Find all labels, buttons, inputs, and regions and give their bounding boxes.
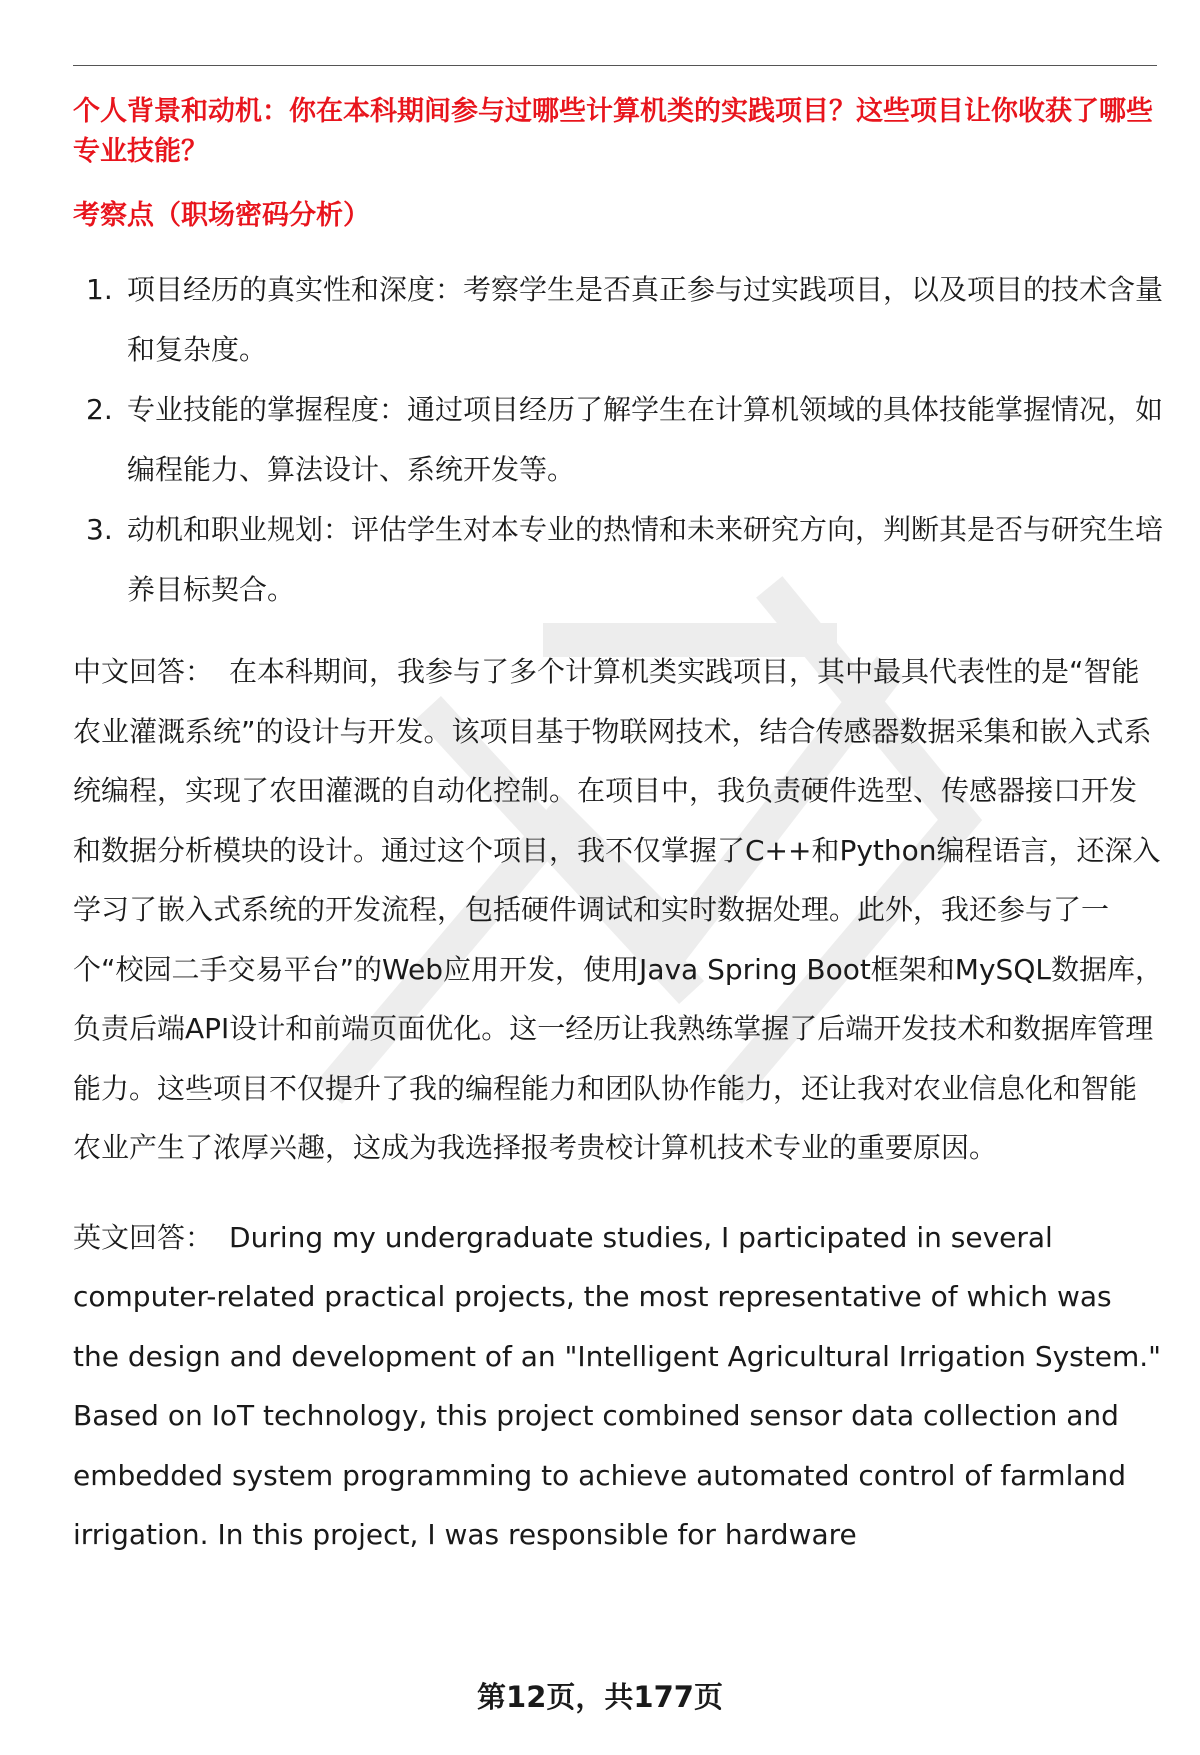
english-answer-label: 英文回答： — [73, 1220, 214, 1254]
list-item — [73, 500, 1163, 620]
list-text: 动机和职业规划：评估学生对本专业的热情和未来研究方向，判断其是否与研究生培养目标契合。 — [127, 513, 1164, 606]
english-answer — [73, 1208, 1163, 1565]
list-number: 3. — [86, 513, 113, 546]
list-item — [73, 260, 1163, 380]
question-heading: 个人背景和动机：你在本科期间参与过哪些计算机类的实践项目？这些项目让你收获了哪些专业技能？ — [73, 96, 1153, 167]
list-item — [73, 380, 1163, 500]
assessment-points-list — [73, 260, 1163, 620]
english-answer-text: During my undergraduate studies, I participated in several computer-related practical projects, the most representative of which was the design and development of an "Intelligent Agricultural Irrigation System." Based on IoT technology, this project combined sensor data collection and embedded system programming to achieve automated control of farmland irrigation. In this project, I was responsible for hardware — [73, 1220, 1162, 1551]
main-content — [73, 92, 1163, 1565]
chinese-answer-label: 中文回答： — [73, 655, 214, 688]
top-divider — [73, 65, 1157, 66]
list-text: 项目经历的真实性和深度：考察学生是否真正参与过实践项目，以及项目的技术含量和复杂度。 — [127, 273, 1164, 366]
list-number: 2. — [86, 393, 113, 426]
chinese-answer — [73, 642, 1163, 1178]
section-title: 考察点（职场密码分析） — [73, 200, 370, 231]
chinese-answer-text: 在本科期间，我参与了多个计算机类实践项目，其中最具代表性的是“智能农业灌溉系统”的设计与开发。该项目基于物联网技术，结合传感器数据采集和嵌入式系统编程，实现了农田灌溉的自动化控制。在项目中，我负责硬件选型、传感器接口开发和数据分析模块的设计。通过这个项目，我不仅掌握了C++和Python编程语言，还深入学习了嵌入式系统的开发流程，包括硬件调试和实时数据处理。此外，我还参与了一个“校园二手交易平台”的Web应用开发，使用Java Spring Boot框架和MySQL数据库，负责后端API设计和前端页面优化。这一经历让我熟练掌握了后端开发技术和数据库管理能力。这些项目不仅提升了我的编程能力和团队协作能力，还让我对农业信息化和智能农业产生了浓厚兴趣，这成为我选择报考贵校计算机技术专业的重要原因。 — [73, 655, 1163, 1164]
list-number: 1. — [86, 273, 113, 306]
page-number: 第12页，共177页 — [477, 1680, 723, 1714]
list-text: 专业技能的掌握程度：通过项目经历了解学生在计算机领域的具体技能掌握情况，如编程能力、算法设计、系统开发等。 — [127, 393, 1164, 486]
